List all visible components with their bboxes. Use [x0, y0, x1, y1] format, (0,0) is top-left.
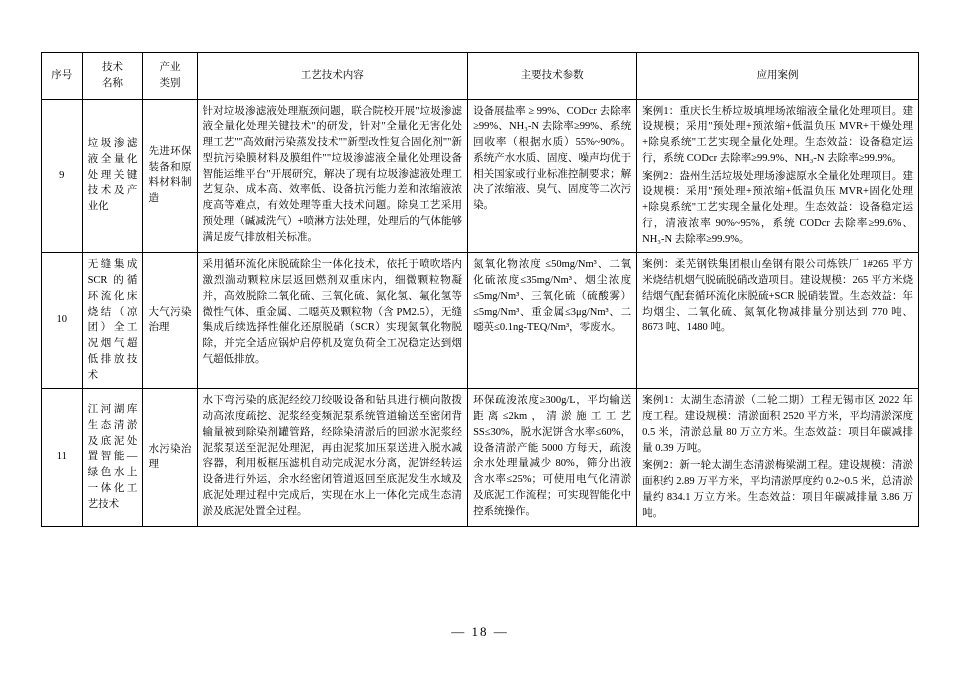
table-row [42, 99, 919, 253]
row-content [197, 253, 468, 389]
row-case-2: 案例2：新一轮太湖生态清淤梅梁湖工程。建设规模：清淤面积约 2.89 万平方米，平均清淤厚度约 0.2~0.5 米，总清淤量约 834.1 万立方米。生态效益：项目年碳减排量 3.86 万吨。 [642, 460, 913, 519]
header-category-line1: 产业 [159, 62, 181, 73]
row-content-para: 采用循环流化床脱硫除尘一体化技术，依托于喷吹塔内激烈湍动颗粒床层返回燃剂双重床内，细微颗粒物凝并，高效脱除二氧化硫、三氧化硫、氮化氢、氟化氢等微性气体、重金属、二噁英及颗粒物（含 PM2.5），无缝集成后续选择性催化还原脱硝（SCR）实现氮氧化物脱除，并完全适应锅炉启停机及宽负荷全工况稳定达到烟气超低排放。 [202, 259, 463, 365]
row-tech-name: 无缝集成 SCR 的循环流化床烧结（凉团）全工况烟气超低排放技术 [82, 253, 143, 389]
header-content: 工艺技术内容 [197, 53, 468, 100]
table-row [42, 253, 919, 389]
row-cases [637, 389, 919, 527]
header-param: 主要技术参数 [468, 53, 637, 100]
header-name-line2: 名称 [102, 77, 123, 89]
row-params-para: 设备展盐率 ≥ 99%、CODcr 去除率≥99%、NH₃-N 去除率≥99%、系统回收率（根据水质）55%~90%。系统产水水质、固度、噪声均优于相关国家或行业标准控制要求；解决了浓缩液、臭气、固度等二次污染。 [473, 105, 632, 211]
row-case-2: 案例2：盎州生活垃圾处理场渗滤原水全量化处理项目。建设规模：采用"预处理+预浓缩+低温负压 MVR+固化处理+除臭系统"工艺实现全量化处理。生态效益：设备稳定运行，清液浓率 90%~95%，系统 CODcr 去除率≥99.6%、NH₃-N 去除率≥99.9%。 [642, 170, 913, 245]
row-seq: 9 [42, 99, 83, 253]
row-params-para: 氮氧化物浓度 ≤50mg/Nm³、二氧化硫浓度≤35mg/Nm³、烟尘浓度≤5mg/Nm³、三氧化硫（硫酸雾）≤5mg/Nm³、重金属≤3μg/Nm³、二噁英≤0.1ng-TEQ/Nm³，零废水。 [473, 259, 632, 334]
row-seq: 10 [42, 253, 83, 389]
header-name [82, 53, 143, 100]
row-content-para: 针对垃圾渗滤液处理瓶颈问题，联合院校开展"垃圾渗滤液全量化处理关键技术"的研发，针对"全量化无害化处理工艺""高效耐污染蒸发技术""新型改性复合固化剂""新型抗污染膜材料及膜组件""垃圾渗滤液全量化处理设备智能运维平台"开展研究，解决了现有垃圾渗滤液处理工艺复杂、成本高、效率低、设备抗污能力差和浓缩液浓度高等难点，有效处理等重大技术问题。除臭工艺采用预处理（碱减洗气）+喷淋方法处理，处理后的气体能够满足废气排放相关标准。 [202, 105, 463, 243]
row-params-para: 环保疏浚浓度≥300g/L，平均输送距离≤2km，清淤施工工艺 SS≤30%，脱水泥饼含水率≤60%，设备清淤产能 5000 方每天，疏浚余水处理量减少 80%，筛分出液含水率≤25%；可使用电气化清淤及底泥工作流程；可实现智能化中控系统操作。 [473, 395, 632, 517]
header-seq: 序号 [42, 53, 83, 100]
row-category: 大气污染治理 [143, 253, 197, 389]
row-case-1: 案例1：太湖生态清淤（二轮二期）工程无锡市区 2022 年度工程。建设规模：清淤面积 2520 平方米，平均清淤深度 0.5 米，清淤总量 80 万立方米。生态效益：项目年碳减排量 0.39 万吨。 [642, 395, 913, 454]
row-params [468, 389, 637, 527]
row-params [468, 99, 637, 253]
row-category: 水污染治理 [143, 389, 197, 527]
row-category: 先进环保装备和原料材料制造 [143, 99, 197, 253]
table-row [42, 389, 919, 527]
row-case-1: 案例1：重庆长生桥垃圾填埋场浓缩液全量化处理项目。建设规模；采用"预处理+预浓缩+低温负压 MVR+干燥处理+除臭系统"工艺实现全量化处理。生态效益：设备稳定运行，系统 CODcr 去除率≥99.9%、NH₃-N 去除率≥99.9%。 [642, 105, 913, 164]
row-tech-name: 垃圾渗滤液全量化处理关键技术及产业化 [82, 99, 143, 253]
header-case: 应用案例 [637, 53, 919, 100]
technology-catalog-table [41, 52, 919, 527]
row-seq: 11 [42, 389, 83, 527]
row-tech-name: 江河湖库生态清淤及底泥处置智能—绿色水上一体化工艺技术 [82, 389, 143, 527]
row-content-para: 水下弯污染的底泥经绞刀绞吸设备和钻具进行横向散拨动高浓度疏挖、泥浆经变频泥泵系统管道输送至密闭背输量被到除染剂罐管路，经除染清淤后的回淤水泥浆经泥浆泵送至泥泥处理泥，再由泥浆加压泵送进入脱水减容器，利用板框压滤机自动完成泥水分离，泥饼经转运设备进行外运，余水经密闭管道返回至底泥发生水域及底泥处理过程中完成后，实现在水上一体化完成生态清淤及底泥处置全过程。 [202, 395, 463, 517]
table-header [42, 53, 919, 100]
row-params [468, 253, 637, 389]
table-body [42, 99, 919, 527]
header-name-line1: 技术 [102, 62, 123, 73]
table-header-row [42, 53, 919, 100]
row-content [197, 389, 468, 527]
header-category-line2: 类别 [159, 77, 181, 89]
row-cases [637, 253, 919, 389]
header-category [143, 53, 197, 100]
row-cases [637, 99, 919, 253]
page-number: — 18 — [451, 624, 509, 639]
row-content [197, 99, 468, 253]
row-case-1: 案例：柔芜钢铁集团根山垒钢有限公司炼铁厂 1#265 平方米烧结机烟气脱硫脱硝改造项目。建设规模：265 平方米烧结烟气配套循环流化床脱硫+SCR 脱硝装置。生态效益：年均烟尘、二氧化硫、氮氧化物减排量分别达到 770 吨、8673 吨、1480 吨。 [642, 259, 913, 334]
